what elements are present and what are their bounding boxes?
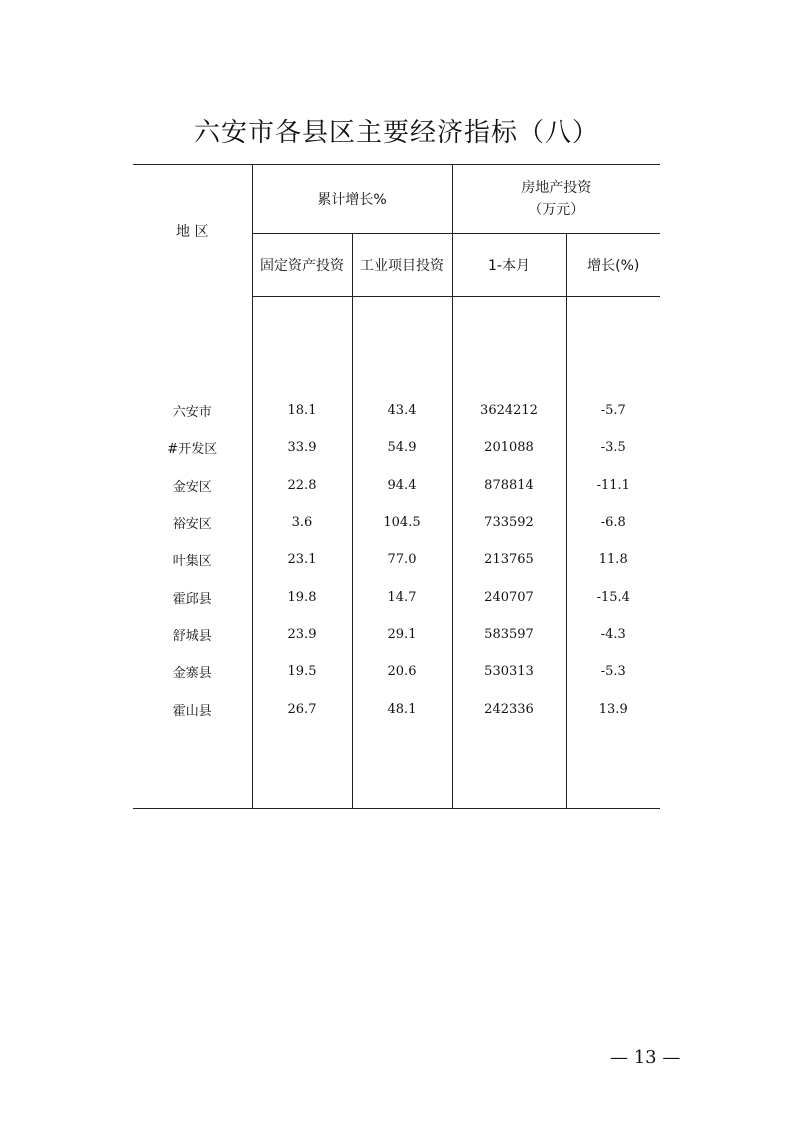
header-real-estate-title: 房地产投资: [521, 180, 592, 196]
table-row: [133, 653, 660, 690]
cell-region: 霍邱县: [172, 591, 212, 607]
header-real-estate-unit: （万元）: [528, 202, 585, 218]
cell-fixed-asset: 23.9: [252, 616, 352, 653]
cell-growth: -5.7: [566, 392, 660, 429]
cell-region: 六安市: [172, 405, 212, 421]
header-cumulative-growth: 累计增长%: [252, 165, 452, 234]
table-row: [133, 392, 660, 429]
cell-region: 霍山县: [172, 703, 212, 719]
header-growth: 增长(%): [566, 234, 660, 297]
header-industrial: 工业项目投资: [352, 234, 452, 297]
cell-region: #开发区: [167, 442, 218, 458]
header-ytd: 1-本月: [452, 234, 566, 297]
table-row: [133, 429, 660, 466]
cell-industrial: 43.4: [352, 392, 452, 429]
header-real-estate: [452, 165, 660, 234]
cell-growth: -3.5: [566, 429, 660, 466]
cell-growth: -6.8: [566, 504, 660, 541]
cell-ytd: 530313: [452, 653, 566, 690]
cell-fixed-asset: 26.7: [252, 690, 352, 727]
cell-fixed-asset: 33.9: [252, 429, 352, 466]
cell-ytd: 733592: [452, 504, 566, 541]
cell-fixed-asset: 3.6: [252, 504, 352, 541]
cell-fixed-asset: 19.5: [252, 653, 352, 690]
cell-fixed-asset: 22.8: [252, 467, 352, 504]
cell-industrial: 20.6: [352, 653, 452, 690]
cell-ytd: 878814: [452, 467, 566, 504]
cell-region: 舒城县: [172, 628, 212, 644]
table-row: [133, 467, 660, 504]
cell-region: 裕安区: [172, 517, 212, 533]
cell-growth: 13.9: [566, 690, 660, 727]
cell-growth: -11.1: [566, 467, 660, 504]
table-row: [133, 690, 660, 727]
header-region: 地 区: [133, 165, 252, 297]
economic-indicators-table: [133, 164, 660, 809]
cell-industrial: 104.5: [352, 504, 452, 541]
cell-ytd: 583597: [452, 616, 566, 653]
cell-industrial: 77.0: [352, 541, 452, 578]
cell-ytd: 3624212: [452, 392, 566, 429]
cell-industrial: 94.4: [352, 467, 452, 504]
cell-growth: -15.4: [566, 578, 660, 615]
spacer-row: [133, 297, 660, 393]
cell-fixed-asset: 18.1: [252, 392, 352, 429]
page-number: — 13 —: [610, 1047, 681, 1068]
table-row: [133, 616, 660, 653]
cell-industrial: 54.9: [352, 429, 452, 466]
cell-region: 金安区: [172, 479, 212, 495]
spacer-row: [133, 728, 660, 809]
table-row: [133, 578, 660, 615]
cell-growth: -5.3: [566, 653, 660, 690]
cell-fixed-asset: 19.8: [252, 578, 352, 615]
cell-fixed-asset: 23.1: [252, 541, 352, 578]
header-fixed-asset: 固定资产投资: [252, 234, 352, 297]
cell-growth: -4.3: [566, 616, 660, 653]
cell-ytd: 242336: [452, 690, 566, 727]
cell-industrial: 29.1: [352, 616, 452, 653]
cell-ytd: 240707: [452, 578, 566, 615]
cell-industrial: 48.1: [352, 690, 452, 727]
cell-growth: 11.8: [566, 541, 660, 578]
table-row: [133, 541, 660, 578]
cell-ytd: 201088: [452, 429, 566, 466]
cell-region: 金寨县: [172, 666, 212, 682]
cell-region: 叶集区: [172, 554, 212, 570]
page-title: 六安市各县区主要经济指标（八）: [193, 118, 599, 148]
cell-industrial: 14.7: [352, 578, 452, 615]
table-row: [133, 504, 660, 541]
cell-ytd: 213765: [452, 541, 566, 578]
